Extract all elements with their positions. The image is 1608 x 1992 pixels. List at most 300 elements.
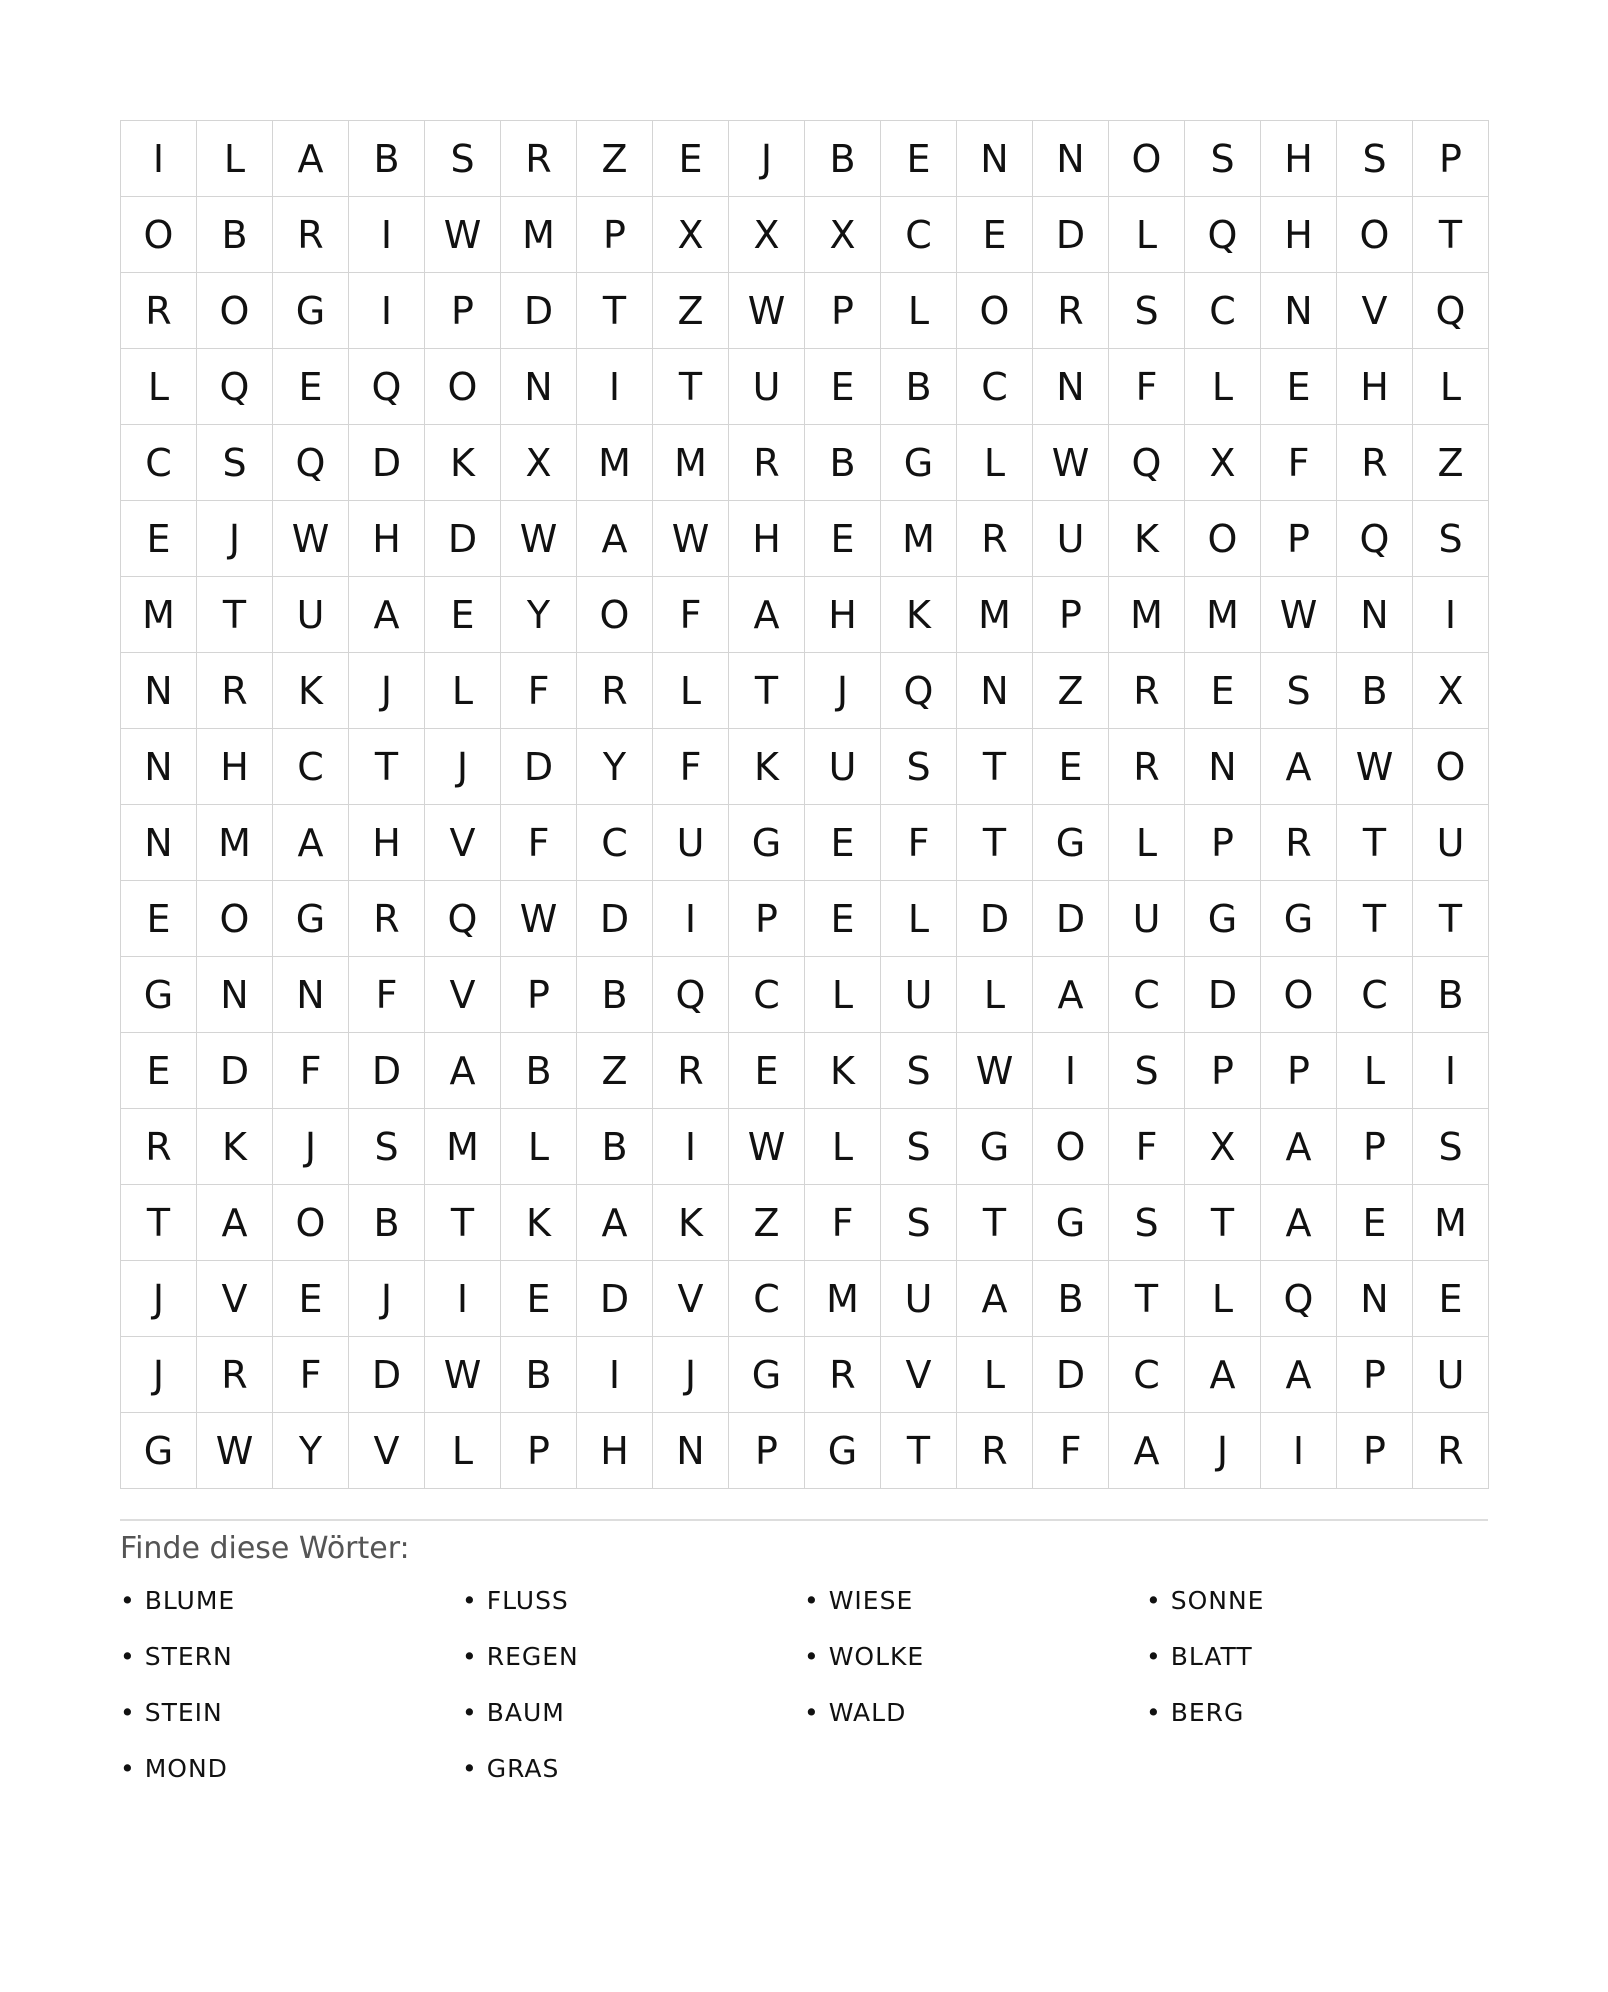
grid-cell[interactable]: H — [729, 501, 805, 577]
grid-cell[interactable]: N — [1261, 273, 1337, 349]
grid-cell[interactable]: J — [273, 1109, 349, 1185]
grid-cell[interactable]: T — [425, 1185, 501, 1261]
grid-cell[interactable]: A — [577, 1185, 653, 1261]
grid-cell[interactable]: I — [1261, 1413, 1337, 1489]
grid-cell[interactable]: Q — [1413, 273, 1489, 349]
grid-cell[interactable]: H — [1261, 197, 1337, 273]
grid-cell[interactable]: H — [1337, 349, 1413, 425]
grid-cell[interactable]: T — [1413, 197, 1489, 273]
grid-cell[interactable]: K — [805, 1033, 881, 1109]
grid-cell[interactable]: J — [425, 729, 501, 805]
grid-cell[interactable]: T — [1185, 1185, 1261, 1261]
grid-cell[interactable]: M — [501, 197, 577, 273]
grid-cell[interactable]: C — [577, 805, 653, 881]
grid-cell[interactable]: B — [197, 197, 273, 273]
grid-cell[interactable]: E — [1337, 1185, 1413, 1261]
grid-cell[interactable]: R — [805, 1337, 881, 1413]
grid-cell[interactable]: K — [273, 653, 349, 729]
grid-cell[interactable]: V — [349, 1413, 425, 1489]
grid-cell[interactable]: J — [349, 653, 425, 729]
grid-cell[interactable]: M — [653, 425, 729, 501]
grid-cell[interactable]: G — [957, 1109, 1033, 1185]
grid-cell[interactable]: A — [1261, 729, 1337, 805]
grid-cell[interactable]: R — [1413, 1413, 1489, 1489]
grid-cell[interactable]: E — [121, 1033, 197, 1109]
grid-cell[interactable]: E — [425, 577, 501, 653]
grid-cell[interactable]: C — [121, 425, 197, 501]
grid-cell[interactable]: O — [197, 273, 273, 349]
grid-cell[interactable]: S — [1109, 1185, 1185, 1261]
grid-cell[interactable]: K — [197, 1109, 273, 1185]
grid-cell[interactable]: Q — [1337, 501, 1413, 577]
grid-cell[interactable]: S — [1109, 273, 1185, 349]
grid-cell[interactable]: L — [1337, 1033, 1413, 1109]
grid-cell[interactable]: B — [577, 957, 653, 1033]
grid-cell[interactable]: A — [425, 1033, 501, 1109]
grid-cell[interactable]: D — [501, 273, 577, 349]
grid-cell[interactable]: M — [197, 805, 273, 881]
grid-cell[interactable]: N — [1337, 1261, 1413, 1337]
grid-cell[interactable]: I — [653, 881, 729, 957]
grid-cell[interactable]: R — [121, 273, 197, 349]
grid-cell[interactable]: N — [197, 957, 273, 1033]
grid-cell[interactable]: G — [1185, 881, 1261, 957]
grid-cell[interactable]: I — [1033, 1033, 1109, 1109]
grid-cell[interactable]: F — [1261, 425, 1337, 501]
grid-cell[interactable]: I — [349, 273, 425, 349]
grid-cell[interactable]: A — [349, 577, 425, 653]
grid-cell[interactable]: Q — [349, 349, 425, 425]
grid-cell[interactable]: E — [881, 121, 957, 197]
grid-cell[interactable]: X — [1185, 425, 1261, 501]
grid-cell[interactable]: W — [1261, 577, 1337, 653]
grid-cell[interactable]: N — [1033, 349, 1109, 425]
grid-cell[interactable]: J — [197, 501, 273, 577]
grid-cell[interactable]: A — [197, 1185, 273, 1261]
grid-cell[interactable]: L — [425, 653, 501, 729]
grid-cell[interactable]: P — [577, 197, 653, 273]
grid-cell[interactable]: D — [957, 881, 1033, 957]
grid-cell[interactable]: S — [349, 1109, 425, 1185]
grid-cell[interactable]: U — [729, 349, 805, 425]
grid-cell[interactable]: R — [957, 1413, 1033, 1489]
grid-cell[interactable]: F — [805, 1185, 881, 1261]
grid-cell[interactable]: K — [653, 1185, 729, 1261]
grid-cell[interactable]: L — [1109, 197, 1185, 273]
grid-cell[interactable]: T — [957, 729, 1033, 805]
grid-cell[interactable]: O — [273, 1185, 349, 1261]
grid-cell[interactable]: U — [881, 1261, 957, 1337]
grid-cell[interactable]: S — [881, 1185, 957, 1261]
grid-cell[interactable]: V — [1337, 273, 1413, 349]
grid-cell[interactable]: T — [1337, 805, 1413, 881]
grid-cell[interactable]: H — [349, 501, 425, 577]
grid-cell[interactable]: R — [1261, 805, 1337, 881]
grid-cell[interactable]: K — [881, 577, 957, 653]
grid-cell[interactable]: Z — [577, 1033, 653, 1109]
grid-cell[interactable]: S — [1337, 121, 1413, 197]
grid-cell[interactable]: T — [881, 1413, 957, 1489]
grid-cell[interactable]: A — [1109, 1413, 1185, 1489]
grid-cell[interactable]: F — [273, 1033, 349, 1109]
grid-cell[interactable]: D — [577, 881, 653, 957]
grid-cell[interactable]: R — [957, 501, 1033, 577]
grid-cell[interactable]: C — [1337, 957, 1413, 1033]
grid-cell[interactable]: Y — [501, 577, 577, 653]
grid-cell[interactable]: D — [349, 425, 425, 501]
grid-cell[interactable]: O — [425, 349, 501, 425]
grid-cell[interactable]: R — [501, 121, 577, 197]
grid-cell[interactable]: K — [729, 729, 805, 805]
grid-cell[interactable]: Y — [577, 729, 653, 805]
grid-cell[interactable]: V — [197, 1261, 273, 1337]
grid-cell[interactable]: S — [1413, 501, 1489, 577]
grid-cell[interactable]: L — [957, 957, 1033, 1033]
grid-cell[interactable]: M — [1413, 1185, 1489, 1261]
grid-cell[interactable]: A — [957, 1261, 1033, 1337]
grid-cell[interactable]: Z — [1413, 425, 1489, 501]
grid-cell[interactable]: X — [1185, 1109, 1261, 1185]
grid-cell[interactable]: Q — [425, 881, 501, 957]
grid-cell[interactable]: S — [1261, 653, 1337, 729]
grid-cell[interactable]: I — [653, 1109, 729, 1185]
grid-cell[interactable]: L — [1185, 349, 1261, 425]
grid-cell[interactable]: R — [653, 1033, 729, 1109]
grid-cell[interactable]: S — [881, 1033, 957, 1109]
grid-cell[interactable]: L — [805, 1109, 881, 1185]
grid-cell[interactable]: U — [1413, 805, 1489, 881]
grid-cell[interactable]: T — [1337, 881, 1413, 957]
grid-cell[interactable]: P — [1261, 501, 1337, 577]
grid-cell[interactable]: A — [273, 805, 349, 881]
grid-cell[interactable]: L — [957, 425, 1033, 501]
grid-cell[interactable]: N — [121, 729, 197, 805]
grid-cell[interactable]: W — [197, 1413, 273, 1489]
grid-cell[interactable]: B — [881, 349, 957, 425]
grid-cell[interactable]: L — [501, 1109, 577, 1185]
grid-cell[interactable]: O — [1337, 197, 1413, 273]
grid-cell[interactable]: L — [881, 273, 957, 349]
grid-cell[interactable]: Q — [197, 349, 273, 425]
grid-cell[interactable]: I — [577, 1337, 653, 1413]
grid-cell[interactable]: L — [197, 121, 273, 197]
grid-cell[interactable]: P — [1185, 1033, 1261, 1109]
grid-cell[interactable]: U — [653, 805, 729, 881]
grid-cell[interactable]: C — [273, 729, 349, 805]
grid-cell[interactable]: J — [653, 1337, 729, 1413]
grid-cell[interactable]: G — [273, 273, 349, 349]
grid-cell[interactable]: A — [577, 501, 653, 577]
grid-cell[interactable]: T — [349, 729, 425, 805]
grid-cell[interactable]: M — [121, 577, 197, 653]
grid-cell[interactable]: L — [425, 1413, 501, 1489]
grid-cell[interactable]: I — [1413, 577, 1489, 653]
grid-cell[interactable]: G — [1033, 805, 1109, 881]
grid-cell[interactable]: B — [501, 1337, 577, 1413]
grid-cell[interactable]: O — [1185, 501, 1261, 577]
grid-cell[interactable]: P — [729, 881, 805, 957]
grid-cell[interactable]: D — [577, 1261, 653, 1337]
grid-cell[interactable]: C — [1109, 957, 1185, 1033]
grid-cell[interactable]: B — [1033, 1261, 1109, 1337]
grid-cell[interactable]: B — [577, 1109, 653, 1185]
grid-cell[interactable]: D — [1033, 197, 1109, 273]
grid-cell[interactable]: D — [349, 1033, 425, 1109]
grid-cell[interactable]: J — [1185, 1413, 1261, 1489]
grid-cell[interactable]: H — [349, 805, 425, 881]
grid-cell[interactable]: C — [1185, 273, 1261, 349]
grid-cell[interactable]: X — [1413, 653, 1489, 729]
grid-cell[interactable]: J — [349, 1261, 425, 1337]
grid-cell[interactable]: C — [729, 957, 805, 1033]
grid-cell[interactable]: C — [729, 1261, 805, 1337]
grid-cell[interactable]: W — [729, 1109, 805, 1185]
grid-cell[interactable]: B — [501, 1033, 577, 1109]
grid-cell[interactable]: L — [805, 957, 881, 1033]
grid-cell[interactable]: W — [1337, 729, 1413, 805]
grid-cell[interactable]: L — [881, 881, 957, 957]
grid-cell[interactable]: O — [1413, 729, 1489, 805]
grid-cell[interactable]: Z — [729, 1185, 805, 1261]
grid-cell[interactable]: E — [1033, 729, 1109, 805]
grid-cell[interactable]: W — [501, 501, 577, 577]
grid-cell[interactable]: G — [1261, 881, 1337, 957]
grid-cell[interactable]: E — [805, 881, 881, 957]
grid-cell[interactable]: B — [349, 1185, 425, 1261]
grid-cell[interactable]: N — [273, 957, 349, 1033]
grid-cell[interactable]: F — [501, 653, 577, 729]
grid-cell[interactable]: X — [729, 197, 805, 273]
grid-cell[interactable]: E — [121, 881, 197, 957]
grid-cell[interactable]: Z — [653, 273, 729, 349]
grid-cell[interactable]: V — [425, 805, 501, 881]
grid-cell[interactable]: W — [957, 1033, 1033, 1109]
grid-cell[interactable]: F — [1033, 1413, 1109, 1489]
grid-cell[interactable]: G — [1033, 1185, 1109, 1261]
grid-cell[interactable]: X — [501, 425, 577, 501]
grid-cell[interactable]: T — [653, 349, 729, 425]
grid-cell[interactable]: N — [121, 805, 197, 881]
grid-cell[interactable]: J — [121, 1337, 197, 1413]
grid-cell[interactable]: A — [729, 577, 805, 653]
grid-cell[interactable]: S — [881, 729, 957, 805]
grid-cell[interactable]: M — [1185, 577, 1261, 653]
grid-cell[interactable]: W — [425, 1337, 501, 1413]
grid-cell[interactable]: D — [425, 501, 501, 577]
grid-cell[interactable]: T — [197, 577, 273, 653]
grid-cell[interactable]: W — [501, 881, 577, 957]
grid-cell[interactable]: E — [805, 349, 881, 425]
grid-cell[interactable]: Q — [1261, 1261, 1337, 1337]
grid-cell[interactable]: A — [273, 121, 349, 197]
grid-cell[interactable]: U — [1413, 1337, 1489, 1413]
grid-cell[interactable]: B — [1413, 957, 1489, 1033]
grid-cell[interactable]: G — [121, 957, 197, 1033]
grid-cell[interactable]: V — [653, 1261, 729, 1337]
grid-cell[interactable]: T — [121, 1185, 197, 1261]
grid-cell[interactable]: D — [501, 729, 577, 805]
grid-cell[interactable]: F — [1109, 1109, 1185, 1185]
grid-cell[interactable]: R — [1337, 425, 1413, 501]
grid-cell[interactable]: J — [121, 1261, 197, 1337]
grid-cell[interactable]: I — [349, 197, 425, 273]
grid-cell[interactable]: N — [957, 653, 1033, 729]
grid-cell[interactable]: I — [1413, 1033, 1489, 1109]
grid-cell[interactable]: P — [729, 1413, 805, 1489]
grid-cell[interactable]: U — [881, 957, 957, 1033]
grid-cell[interactable]: R — [121, 1109, 197, 1185]
grid-cell[interactable]: W — [729, 273, 805, 349]
grid-cell[interactable]: C — [1109, 1337, 1185, 1413]
grid-cell[interactable]: A — [1261, 1109, 1337, 1185]
grid-cell[interactable]: L — [957, 1337, 1033, 1413]
grid-cell[interactable]: G — [881, 425, 957, 501]
grid-cell[interactable]: R — [197, 1337, 273, 1413]
grid-cell[interactable]: B — [805, 425, 881, 501]
grid-cell[interactable]: F — [349, 957, 425, 1033]
grid-cell[interactable]: N — [1033, 121, 1109, 197]
grid-cell[interactable]: V — [881, 1337, 957, 1413]
grid-cell[interactable]: N — [1337, 577, 1413, 653]
grid-cell[interactable]: Q — [1185, 197, 1261, 273]
grid-cell[interactable]: P — [1337, 1109, 1413, 1185]
grid-cell[interactable]: B — [1337, 653, 1413, 729]
grid-cell[interactable]: A — [1261, 1337, 1337, 1413]
grid-cell[interactable]: I — [121, 121, 197, 197]
grid-cell[interactable]: F — [1109, 349, 1185, 425]
grid-cell[interactable]: C — [881, 197, 957, 273]
grid-cell[interactable]: O — [1109, 121, 1185, 197]
grid-cell[interactable]: D — [1033, 1337, 1109, 1413]
grid-cell[interactable]: K — [1109, 501, 1185, 577]
grid-cell[interactable]: F — [653, 729, 729, 805]
grid-cell[interactable]: L — [1185, 1261, 1261, 1337]
grid-cell[interactable]: O — [1261, 957, 1337, 1033]
grid-cell[interactable]: M — [425, 1109, 501, 1185]
grid-cell[interactable]: R — [577, 653, 653, 729]
grid-cell[interactable]: Q — [1109, 425, 1185, 501]
grid-cell[interactable]: J — [805, 653, 881, 729]
grid-cell[interactable]: X — [805, 197, 881, 273]
grid-cell[interactable]: F — [653, 577, 729, 653]
grid-cell[interactable]: E — [1261, 349, 1337, 425]
grid-cell[interactable]: V — [425, 957, 501, 1033]
grid-cell[interactable]: K — [501, 1185, 577, 1261]
grid-cell[interactable]: N — [957, 121, 1033, 197]
grid-cell[interactable]: H — [577, 1413, 653, 1489]
grid-cell[interactable]: P — [1413, 121, 1489, 197]
grid-cell[interactable]: M — [957, 577, 1033, 653]
grid-cell[interactable]: J — [729, 121, 805, 197]
grid-cell[interactable]: O — [1033, 1109, 1109, 1185]
grid-cell[interactable]: Y — [273, 1413, 349, 1489]
grid-cell[interactable]: R — [1033, 273, 1109, 349]
grid-cell[interactable]: H — [1261, 121, 1337, 197]
grid-cell[interactable]: D — [1185, 957, 1261, 1033]
grid-cell[interactable]: M — [805, 1261, 881, 1337]
grid-cell[interactable]: A — [1261, 1185, 1337, 1261]
grid-cell[interactable]: T — [577, 273, 653, 349]
grid-cell[interactable]: C — [957, 349, 1033, 425]
grid-cell[interactable]: Q — [881, 653, 957, 729]
grid-cell[interactable]: G — [729, 1337, 805, 1413]
grid-cell[interactable]: N — [1185, 729, 1261, 805]
grid-cell[interactable]: R — [1109, 729, 1185, 805]
grid-cell[interactable]: G — [121, 1413, 197, 1489]
grid-cell[interactable]: T — [729, 653, 805, 729]
grid-cell[interactable]: L — [653, 653, 729, 729]
grid-cell[interactable]: P — [425, 273, 501, 349]
grid-cell[interactable]: G — [805, 1413, 881, 1489]
grid-cell[interactable]: Q — [653, 957, 729, 1033]
grid-cell[interactable]: M — [881, 501, 957, 577]
grid-cell[interactable]: S — [881, 1109, 957, 1185]
grid-cell[interactable]: G — [729, 805, 805, 881]
grid-cell[interactable]: X — [653, 197, 729, 273]
grid-cell[interactable]: P — [1337, 1337, 1413, 1413]
grid-cell[interactable]: L — [1413, 349, 1489, 425]
grid-cell[interactable]: S — [1185, 121, 1261, 197]
grid-cell[interactable]: T — [1413, 881, 1489, 957]
grid-cell[interactable]: H — [197, 729, 273, 805]
grid-cell[interactable]: R — [729, 425, 805, 501]
grid-cell[interactable]: H — [805, 577, 881, 653]
grid-cell[interactable]: T — [957, 805, 1033, 881]
grid-cell[interactable]: Q — [273, 425, 349, 501]
grid-cell[interactable]: U — [1109, 881, 1185, 957]
grid-cell[interactable]: P — [501, 1413, 577, 1489]
grid-cell[interactable]: E — [273, 349, 349, 425]
grid-cell[interactable]: T — [1109, 1261, 1185, 1337]
grid-cell[interactable]: P — [1033, 577, 1109, 653]
grid-cell[interactable]: N — [121, 653, 197, 729]
grid-cell[interactable]: U — [805, 729, 881, 805]
grid-cell[interactable]: D — [349, 1337, 425, 1413]
grid-cell[interactable]: O — [121, 197, 197, 273]
grid-cell[interactable]: E — [121, 501, 197, 577]
grid-cell[interactable]: G — [273, 881, 349, 957]
grid-cell[interactable]: Z — [1033, 653, 1109, 729]
grid-cell[interactable]: F — [881, 805, 957, 881]
grid-cell[interactable]: W — [425, 197, 501, 273]
grid-cell[interactable]: R — [349, 881, 425, 957]
grid-cell[interactable]: I — [425, 1261, 501, 1337]
grid-cell[interactable]: S — [1413, 1109, 1489, 1185]
grid-cell[interactable]: A — [1185, 1337, 1261, 1413]
grid-cell[interactable]: W — [273, 501, 349, 577]
grid-cell[interactable]: P — [1185, 805, 1261, 881]
grid-cell[interactable]: E — [729, 1033, 805, 1109]
grid-cell[interactable]: E — [501, 1261, 577, 1337]
grid-cell[interactable]: P — [501, 957, 577, 1033]
grid-cell[interactable]: M — [1109, 577, 1185, 653]
grid-cell[interactable]: R — [1109, 653, 1185, 729]
grid-cell[interactable]: W — [653, 501, 729, 577]
grid-cell[interactable]: D — [1033, 881, 1109, 957]
grid-cell[interactable]: Z — [577, 121, 653, 197]
grid-cell[interactable]: T — [957, 1185, 1033, 1261]
grid-cell[interactable]: S — [197, 425, 273, 501]
grid-cell[interactable]: S — [425, 121, 501, 197]
grid-cell[interactable]: I — [577, 349, 653, 425]
grid-cell[interactable]: P — [1261, 1033, 1337, 1109]
grid-cell[interactable]: U — [273, 577, 349, 653]
grid-cell[interactable]: E — [1413, 1261, 1489, 1337]
grid-cell[interactable]: E — [805, 805, 881, 881]
grid-cell[interactable]: L — [121, 349, 197, 425]
grid-cell[interactable]: N — [653, 1413, 729, 1489]
grid-cell[interactable]: W — [1033, 425, 1109, 501]
